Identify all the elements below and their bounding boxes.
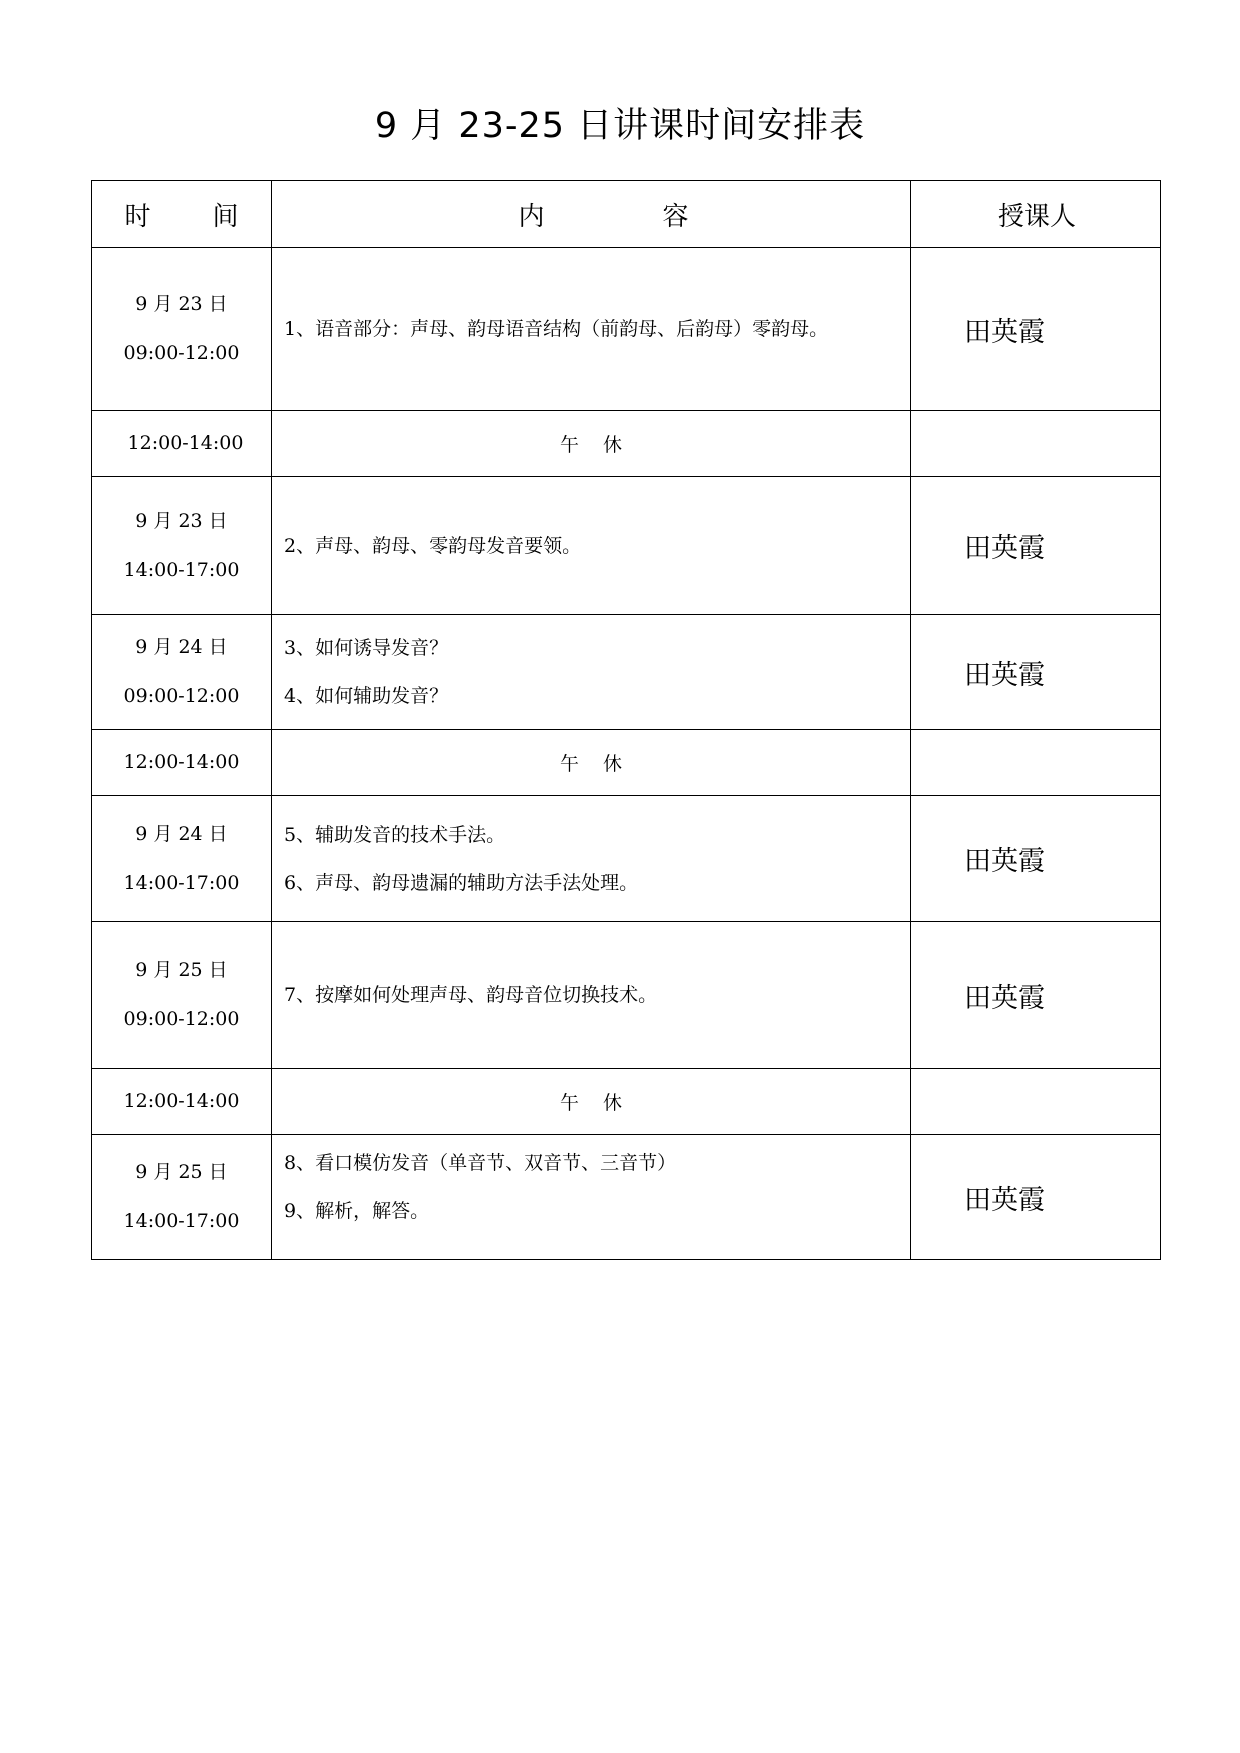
time-cell — [92, 730, 272, 796]
session-date: 9 月 23 日 — [135, 293, 228, 315]
table-row — [92, 477, 1161, 615]
teacher-name: 田英霞 — [911, 1135, 1161, 1260]
session-date: 9 月 23 日 — [135, 509, 228, 532]
table-header-row — [92, 181, 1161, 248]
rest-row — [92, 730, 1161, 796]
teacher-name: 田英霞 — [911, 796, 1161, 922]
rest-char-1: 午 — [559, 434, 579, 456]
session-time: 12:00-14:00 — [123, 751, 240, 773]
rest-row — [92, 1069, 1161, 1135]
rest-char-2: 休 — [603, 434, 623, 456]
table-row — [92, 248, 1161, 411]
time-cell — [92, 248, 272, 411]
content-cell — [272, 796, 911, 922]
teacher-empty — [911, 1069, 1161, 1135]
header-content-char-2: 容 — [662, 201, 689, 232]
content-line: 1、语音部分：声母、韵母语音结构（前韵母、后韵母）零韵母。 — [284, 318, 829, 340]
teacher-name: 田英霞 — [911, 477, 1161, 615]
time-cell — [92, 1135, 272, 1260]
session-time: 14:00-17:00 — [123, 871, 240, 894]
content-cell — [272, 1135, 911, 1260]
table-row — [92, 615, 1161, 730]
teacher-name: 田英霞 — [911, 922, 1161, 1069]
content-line: 5、辅助发音的技术手法。 — [284, 823, 506, 846]
table-row — [92, 1135, 1161, 1260]
header-content-char-1: 内 — [518, 201, 545, 232]
content-line: 7、按摩如何处理声母、韵母音位切换技术。 — [284, 984, 658, 1006]
header-time-char-1: 时 — [124, 201, 151, 232]
content-line: 3、如何诱导发音？ — [284, 637, 449, 659]
time-cell — [92, 1069, 272, 1135]
rest-char-1: 午 — [559, 753, 579, 775]
rest-row — [92, 411, 1161, 477]
header-time — [92, 181, 272, 248]
session-time: 12:00-14:00 — [123, 1090, 240, 1112]
time-cell — [92, 615, 272, 730]
content-cell — [272, 615, 911, 730]
table-row — [92, 796, 1161, 922]
schedule-table — [91, 180, 1161, 1260]
rest-char-1: 午 — [559, 1092, 579, 1114]
page-title: 9 月 23-25 日讲课时间安排表 — [374, 106, 866, 146]
header-teacher: 授课人 — [911, 181, 1161, 248]
session-date: 9 月 25 日 — [135, 959, 228, 981]
teacher-name: 田英霞 — [911, 248, 1161, 411]
session-time: 09:00-12:00 — [123, 342, 240, 364]
session-date: 9 月 25 日 — [135, 1161, 228, 1183]
content-cell — [272, 477, 911, 615]
time-cell — [92, 477, 272, 615]
session-time: 09:00-12:00 — [123, 685, 240, 707]
table-row — [92, 922, 1161, 1069]
rest-label — [272, 1069, 911, 1135]
teacher-name: 田英霞 — [911, 615, 1161, 730]
rest-char-2: 休 — [603, 1092, 623, 1114]
session-time: 12:00-14:00 — [127, 432, 244, 454]
rest-char-2: 休 — [603, 753, 623, 775]
session-date: 9 月 24 日 — [135, 636, 228, 658]
content-line: 8、看口模仿发音（单音节、双音节、三音节） — [284, 1152, 677, 1174]
time-cell — [92, 922, 272, 1069]
teacher-empty — [911, 411, 1161, 477]
session-time: 14:00-17:00 — [123, 558, 240, 581]
time-cell — [92, 796, 272, 922]
header-time-char-2: 间 — [212, 201, 239, 232]
content-line: 6、声母、韵母遗漏的辅助方法手法处理。 — [284, 871, 639, 894]
session-date: 9 月 24 日 — [135, 822, 228, 845]
header-content — [272, 181, 911, 248]
content-cell — [272, 922, 911, 1069]
content-line: 2、声母、韵母、零韵母发音要领。 — [284, 534, 582, 557]
session-time: 09:00-12:00 — [123, 1008, 240, 1030]
content-line: 9、解析，解答。 — [284, 1200, 430, 1222]
teacher-empty — [911, 730, 1161, 796]
content-line: 4、如何辅助发音？ — [284, 685, 449, 707]
session-time: 14:00-17:00 — [123, 1210, 240, 1232]
content-cell — [272, 248, 911, 411]
time-cell — [92, 411, 272, 477]
rest-label — [272, 411, 911, 477]
rest-label — [272, 730, 911, 796]
